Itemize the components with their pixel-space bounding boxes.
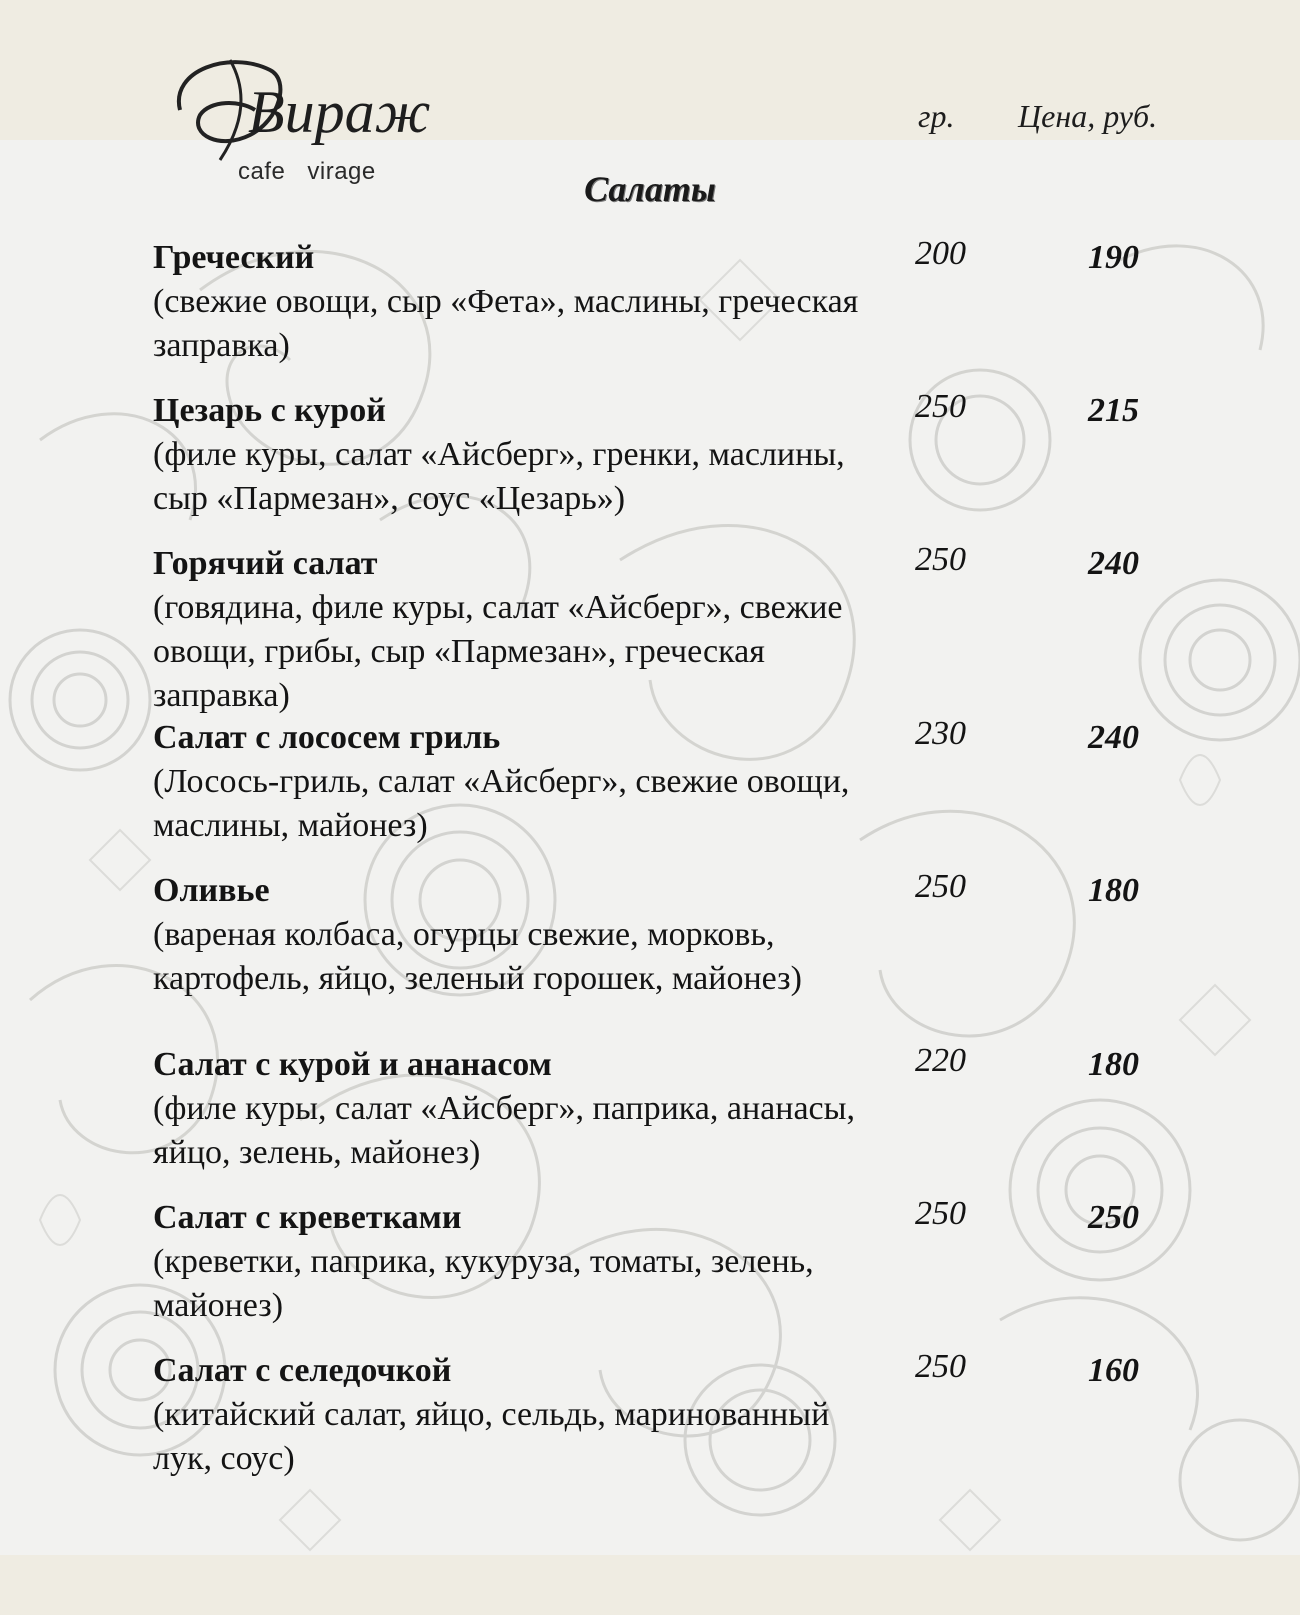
item-name: Горячий салат — [153, 545, 378, 582]
item-description: (свежие овощи, сыр «Фета», маслины, греческая заправка) — [153, 283, 859, 364]
item-grams: 250 — [915, 868, 966, 905]
logo-subtitle-right: virage — [307, 158, 376, 185]
menu-item — [153, 1349, 1253, 1481]
grams-column-header: гр. — [918, 98, 955, 134]
item-grams: 250 — [915, 541, 966, 578]
item-description: (китайский салат, яйцо, сельдь, маринованный лук, соус) — [153, 1396, 830, 1477]
item-name: Греческий — [153, 239, 315, 276]
menu-item — [153, 869, 1253, 1001]
logo-name: Вираж — [248, 79, 431, 145]
menu-item — [153, 542, 1253, 718]
item-name: Салат с курой и ананасом — [153, 1046, 552, 1083]
logo-subtitle-left: cafe — [238, 158, 286, 185]
item-price: 190 — [1088, 239, 1139, 276]
item-description: (филе куры, салат «Айсберг», паприка, ананасы, яйцо, зелень, майонез) — [153, 1090, 855, 1171]
item-name: Цезарь с курой — [153, 392, 386, 429]
item-name: Салат с креветками — [153, 1199, 462, 1236]
menu-header — [0, 0, 1300, 230]
menu-item — [153, 236, 1253, 368]
item-grams: 250 — [915, 388, 966, 425]
item-price: 240 — [1088, 545, 1139, 582]
menu-item — [153, 389, 1253, 521]
item-price: 215 — [1088, 392, 1139, 429]
item-description: (Лосось-гриль, салат «Айсберг», свежие овощи, маслины, майонез) — [153, 763, 850, 844]
item-grams: 250 — [915, 1348, 966, 1385]
item-price: 240 — [1088, 719, 1139, 756]
item-description: (филе куры, салат «Айсберг», гренки, маслины, сыр «Пармезан», соус «Цезарь») — [153, 436, 845, 517]
item-name: Салат с лососем гриль — [153, 719, 501, 756]
menu-item — [153, 1196, 1253, 1328]
item-name: Салат с селедочкой — [153, 1352, 452, 1389]
item-grams: 220 — [915, 1042, 966, 1079]
item-price: 160 — [1088, 1352, 1139, 1389]
price-column-header: Цена, руб. — [1018, 98, 1158, 134]
item-description: (вареная колбаса, огурцы свежие, морковь, картофель, яйцо, зеленый горошек, майонез) — [153, 916, 802, 997]
section-title: Салаты — [584, 169, 716, 209]
menu-item — [153, 1043, 1253, 1175]
item-name: Оливье — [153, 872, 270, 909]
item-price: 180 — [1088, 1046, 1139, 1083]
item-description: (креветки, паприка, кукуруза, томаты, зелень, майонез) — [153, 1243, 814, 1324]
item-price: 250 — [1088, 1199, 1139, 1236]
item-grams: 200 — [915, 235, 966, 272]
item-grams: 230 — [915, 715, 966, 752]
item-price: 180 — [1088, 872, 1139, 909]
item-description: (говядина, филе куры, салат «Айсберг», свежие овощи, грибы, сыр «Пармезан», греческая заправка) — [153, 589, 843, 714]
item-grams: 250 — [915, 1195, 966, 1232]
menu-item — [153, 716, 1253, 848]
